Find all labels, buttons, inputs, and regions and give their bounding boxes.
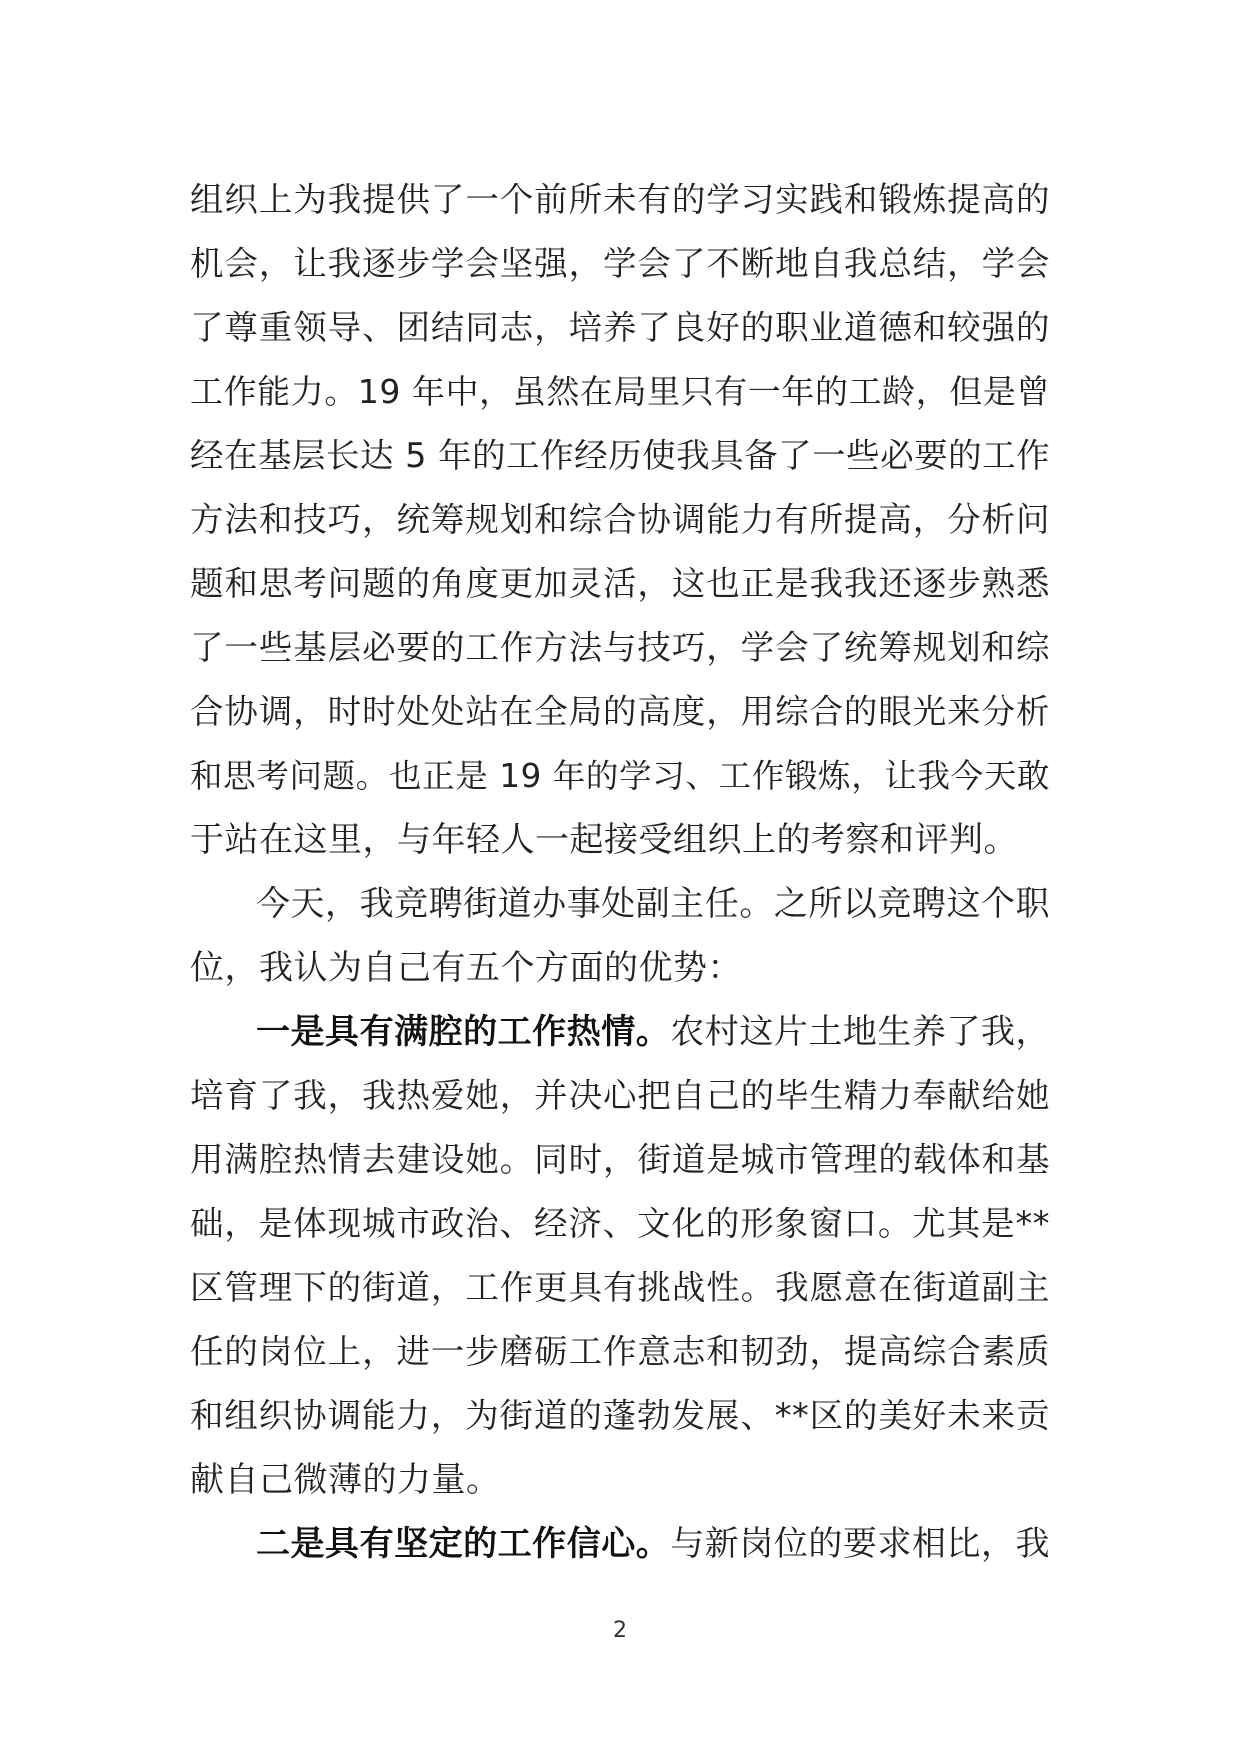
text-line-18 xyxy=(190,1256,1050,1320)
line-text: 培育了我，我热爱她，并决心把自己的毕生精力奉献给她 xyxy=(190,1076,1050,1115)
line-text: 区管理下的街道，工作更具有挑战性。我愿意在街道副主 xyxy=(190,1268,1050,1307)
text-line-22 xyxy=(190,1512,1050,1576)
page-number: 2 xyxy=(613,1618,627,1643)
line-text: 献自己微薄的力量。 xyxy=(190,1460,501,1500)
line-text: 础，是体现城市政治、经济、文化的形象窗口。尤其是** xyxy=(190,1204,1050,1243)
text-line-5 xyxy=(190,424,1050,488)
text-line-13 xyxy=(190,936,1050,1000)
line-text: 与新岗位的要求相比，我 xyxy=(670,1524,1051,1564)
line-text: 工作能力。19 年中，虽然在局里只有一年的工龄，但是曾 xyxy=(190,372,1050,411)
line-text: 于站在这里，与年轻人一起接受组织上的考察和评判。 xyxy=(190,820,1018,860)
text-line-17 xyxy=(190,1192,1050,1256)
text-line-1 xyxy=(190,168,1050,232)
text-line-6 xyxy=(190,488,1050,552)
text-line-16 xyxy=(190,1128,1050,1192)
text-line-10 xyxy=(190,744,1050,808)
text-line-14 xyxy=(190,1000,1050,1064)
bold-heading: 一是具有满腔的工作热情。 xyxy=(256,1012,671,1052)
line-text: 和思考问题。也正是 19 年的学习、工作锻炼，让我今天敢 xyxy=(190,757,1050,795)
text-line-8 xyxy=(190,616,1050,680)
text-line-21 xyxy=(190,1448,1050,1512)
text-line-11 xyxy=(190,808,1050,872)
line-text: 和组织协调能力，为街道的蓬勃发展、**区的美好未来贡 xyxy=(190,1396,1050,1435)
line-text: 今天，我竞聘街道办事处副主任。之所以竞聘这个职 xyxy=(256,884,1050,924)
body-text xyxy=(190,168,1050,1576)
text-line-12 xyxy=(190,872,1050,936)
line-text: 合协调，时时处处站在全局的高度，用综合的眼光来分析 xyxy=(190,692,1050,731)
line-text: 方法和技巧，统筹规划和综合协调能力有所提高，分析问 xyxy=(190,500,1050,539)
text-line-19 xyxy=(190,1320,1050,1384)
text-line-9 xyxy=(190,680,1050,744)
line-text: 组织上为我提供了一个前所未有的学习实践和锻炼提高的 xyxy=(190,180,1050,219)
text-line-15 xyxy=(190,1064,1050,1128)
text-line-20 xyxy=(190,1384,1050,1448)
line-text: 了一些基层必要的工作方法与技巧，学会了统筹规划和综 xyxy=(190,628,1050,667)
text-line-2 xyxy=(190,232,1050,296)
line-text: 题和思考问题的角度更加灵活，这也正是我我还逐步熟悉 xyxy=(190,564,1050,603)
line-text: 用满腔热情去建设她。同时，街道是城市管理的载体和基 xyxy=(190,1140,1050,1179)
line-text: 机会，让我逐步学会坚强，学会了不断地自我总结，学会 xyxy=(190,244,1050,283)
text-line-3 xyxy=(190,296,1050,360)
text-line-4 xyxy=(190,360,1050,424)
line-text: 经在基层长达 5 年的工作经历使我具备了一些必要的工作 xyxy=(190,436,1051,475)
line-text: 了尊重领导、团结同志，培养了良好的职业道德和较强的 xyxy=(190,308,1050,347)
text-line-7 xyxy=(190,552,1050,616)
line-text: 农村这片土地生养了我， xyxy=(670,1012,1051,1052)
bold-heading: 二是具有坚定的工作信心。 xyxy=(256,1524,671,1564)
line-text: 任的岗位上，进一步磨砺工作意志和韧劲，提高综合素质 xyxy=(190,1332,1050,1371)
line-text: 位，我认为自己有五个方面的优势： xyxy=(190,948,742,988)
